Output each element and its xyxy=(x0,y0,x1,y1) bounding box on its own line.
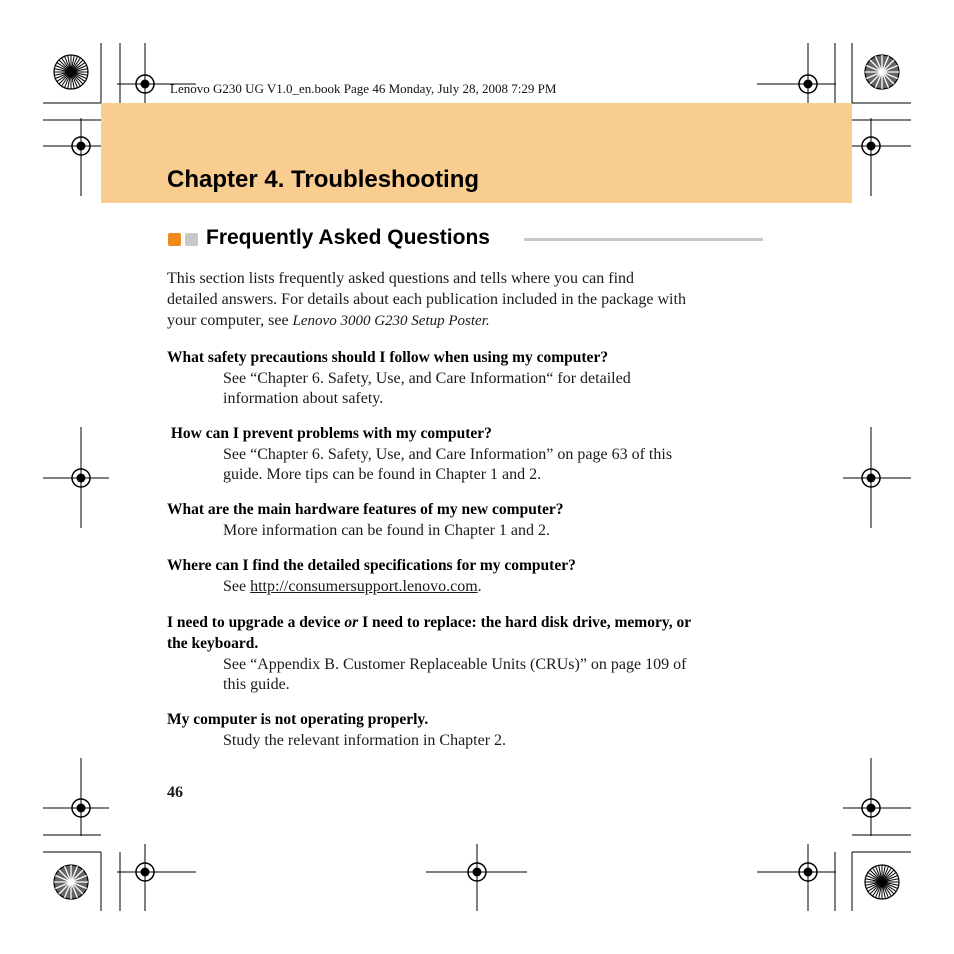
faq-question-prevent-problems: How can I prevent problems with my computer? xyxy=(167,425,492,442)
faq-answer-upgrade-device xyxy=(223,655,686,694)
question-or-emphasis: or xyxy=(344,614,359,631)
answer-line xyxy=(223,577,482,597)
consumer-support-link[interactable]: http://consumersupport.lenovo.com xyxy=(250,578,478,595)
faq-answer-not-operating xyxy=(223,731,506,751)
section-header xyxy=(167,226,763,252)
answer-line: information about safety. xyxy=(223,389,384,407)
intro-paragraph xyxy=(167,268,767,332)
faq-question-upgrade-device xyxy=(167,612,691,654)
faq-answer-prevent-problems xyxy=(223,445,672,484)
answer-line: More information can be found in Chapter 1 and 2. xyxy=(223,522,551,539)
question-part: I need to upgrade a device xyxy=(167,614,345,631)
faq-answer-specifications xyxy=(223,577,482,597)
section-divider xyxy=(524,238,763,241)
answer-prefix: See xyxy=(223,578,251,595)
intro-line-3 xyxy=(167,310,767,332)
answer-line: Study the relevant information in Chapter 2. xyxy=(223,732,507,749)
intro-line-1: This section lists frequently asked questions and tells where you can find xyxy=(167,270,635,287)
answer-suffix: . xyxy=(477,578,482,595)
faq-question-hardware-features: What are the main hardware features of my new computer? xyxy=(167,501,564,518)
intro-line-3-prefix: your computer, see xyxy=(167,312,293,329)
orange-square-bullet-icon xyxy=(168,233,181,246)
section-title: Frequently Asked Questions xyxy=(206,226,490,249)
page-number: 46 xyxy=(167,784,183,801)
answer-line: guide. More tips can be found in Chapter 1 and 2. xyxy=(223,465,542,483)
faq-question-not-operating: My computer is not operating properly. xyxy=(167,711,429,728)
chapter-title: Chapter 4. Troubleshooting xyxy=(167,166,480,193)
answer-line: this guide. xyxy=(223,675,290,693)
answer-line: See “Appendix B. Customer Replaceable Units (CRUs)” on page 109 of xyxy=(223,656,687,673)
faq-answer-hardware-features xyxy=(223,521,550,541)
intro-line-2: detailed answers. For details about each publication included in the package with xyxy=(167,291,686,308)
faq-answer-safety xyxy=(223,369,631,408)
question-line: the keyboard. xyxy=(167,635,259,652)
faq-question-safety: What safety precautions should I follow when using my computer? xyxy=(167,349,609,366)
faq-question-specifications: Where can I find the detailed specifications for my computer? xyxy=(167,557,576,574)
answer-line: See “Chapter 6. Safety, Use, and Care Information” on page 63 of this xyxy=(223,446,673,463)
answer-line: See “Chapter 6. Safety, Use, and Care Information“ for detailed xyxy=(223,370,631,387)
setup-poster-title: Lenovo 3000 G230 Setup Poster. xyxy=(292,313,490,329)
print-slug-line: Lenovo G230 UG V1.0_en.book Page 46 Monday, July 28, 2008 7:29 PM xyxy=(170,81,557,96)
question-line xyxy=(167,612,691,633)
question-part: I need to replace: the hard disk drive, memory, or xyxy=(358,614,692,631)
gray-square-bullet-icon xyxy=(185,233,198,246)
